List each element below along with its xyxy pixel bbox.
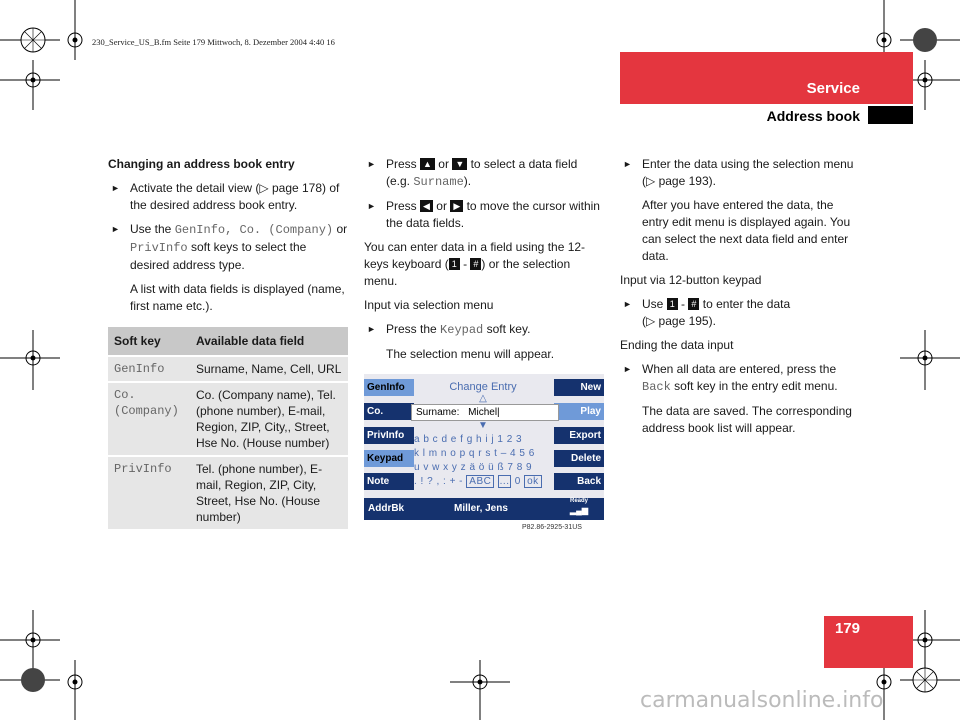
signal-icon: ▂▄▆ xyxy=(570,506,588,515)
column-1 xyxy=(108,156,348,315)
heading: Changing an address book entry xyxy=(108,157,295,171)
step-2 xyxy=(620,296,860,330)
page-ref: ▷ page 178) xyxy=(259,181,327,195)
note: After you have entered the data, the entry edit menu is displayed again. You can select the next data field and enter data. xyxy=(642,198,851,263)
up-key-icon: ▲ xyxy=(420,158,435,170)
step-text: or xyxy=(436,199,447,213)
paragraph-text: - xyxy=(463,257,468,271)
subsection-marker xyxy=(868,106,913,124)
status-ready: Ready xyxy=(570,498,589,504)
key-1-icon: 1 xyxy=(667,298,678,310)
surname-field xyxy=(411,404,559,421)
softkey-name: PrivInfo xyxy=(130,241,188,255)
step-text: Use the xyxy=(130,222,172,236)
subsection-title: Address book xyxy=(766,108,860,124)
softkey-delete: Delete xyxy=(554,450,604,467)
watermark: carmanualsonline.info xyxy=(640,688,884,713)
softkey-keypad: Keypad xyxy=(364,450,414,467)
char-row-4-symbols: . ! ? , : + - xyxy=(414,476,464,487)
status-contact: Miller, Jens xyxy=(454,503,508,514)
page-ref: (▷ page 195). xyxy=(642,314,716,328)
step-text: - xyxy=(681,297,686,311)
note: The data are saved. The corresponding address book list will appear. xyxy=(642,404,852,435)
step-1 xyxy=(364,156,604,191)
table-cell-fields: Surname, Name, Cell, URL xyxy=(190,356,348,382)
key-hash-icon: # xyxy=(470,258,481,270)
column-3 xyxy=(620,156,860,437)
step-text: to move the cursor within the data fields. xyxy=(386,199,600,230)
table-cell-fields: Co. (Company name), Tel. (phone number), E-mail, Region, ZIP, City,, Street, Hse No. (House number) xyxy=(190,382,348,456)
figure-caption: P82.86-2925-31US xyxy=(522,524,582,531)
softkey-name: Keypad xyxy=(440,323,484,337)
cursor-icon: | xyxy=(497,407,500,418)
paragraph-text: ) or the selection menu. xyxy=(364,257,571,288)
paragraph: Input via selection menu xyxy=(364,298,494,312)
paragraph: Ending the data input xyxy=(620,338,734,352)
step-text: Press the xyxy=(386,322,437,336)
step-text: Press xyxy=(386,157,417,171)
step-1 xyxy=(108,180,348,214)
device-screen xyxy=(364,374,604,520)
table-cell-key: GenInfo xyxy=(108,356,190,382)
table-header: Soft key xyxy=(108,327,190,356)
zero-key: 0 xyxy=(514,476,521,487)
note: The selection menu will appear. xyxy=(386,347,555,361)
abc-key: ABC xyxy=(466,475,494,488)
step-text: When all data are entered, press the xyxy=(642,362,837,376)
char-row-2: k l m n o p q r s t – 4 5 6 xyxy=(414,448,535,459)
field-value: Michel xyxy=(468,407,498,418)
note: A list with data fields is displayed (name, first name etc.). xyxy=(130,282,345,313)
step-text: Enter the data using the selection menu ( xyxy=(642,157,854,188)
step-2 xyxy=(108,221,348,274)
softkey-privinfo: PrivInfo xyxy=(364,427,414,444)
step-text: Press xyxy=(386,199,417,213)
section-title: Service xyxy=(806,80,860,97)
step-text: soft key in the entry edit menu. xyxy=(674,379,838,393)
step-text: or xyxy=(438,157,449,171)
step-text: soft key. xyxy=(486,322,531,336)
file-info: 230_Service_US_B.fm Seite 179 Mittwoch, 8. Dezember 2004 4:40 16 xyxy=(92,37,335,47)
down-arrow-icon: ▼ xyxy=(478,420,488,431)
ok-key: ok xyxy=(524,475,542,488)
status-left: AddrBk xyxy=(368,503,405,514)
step-1 xyxy=(620,156,860,190)
char-row-4 xyxy=(414,476,552,487)
char-row-3: u v w x y z ä ö ü ß 7 8 9 xyxy=(414,462,533,473)
step-2 xyxy=(364,198,604,232)
softkey-name: Back xyxy=(642,380,671,394)
table-cell-fields: Tel. (phone number), E-mail, Region, ZIP, City, Street, Hse No. (House number) xyxy=(190,456,348,530)
softkey-new: New xyxy=(554,379,604,396)
screen-title: Change Entry xyxy=(449,381,517,393)
key-hash-icon: # xyxy=(688,298,699,310)
paragraph: Input via 12-button keypad xyxy=(620,273,762,287)
softkey-note: Note xyxy=(364,473,414,490)
page-ref: ▷ page 193). xyxy=(646,174,716,188)
step-text: soft keys to select the desired address type. xyxy=(130,240,307,272)
softkey-name: GenInfo, Co. (Company) xyxy=(174,223,334,237)
field-label: Surname: xyxy=(416,407,460,418)
key-1-icon: 1 xyxy=(449,258,460,270)
step-text: Use xyxy=(642,297,664,311)
char-row-1: a b c d e f g h i j 1 2 3 xyxy=(414,434,523,445)
softkey-geninfo: GenInfo xyxy=(364,379,414,396)
step-text: of the desired address book entry. xyxy=(130,181,340,212)
softkey-co: Co. xyxy=(364,403,414,420)
softkey-export: Export xyxy=(554,427,604,444)
left-key-icon: ◀ xyxy=(420,200,433,212)
up-arrow-icon: △ xyxy=(479,393,487,404)
table-cell-key: PrivInfo xyxy=(108,456,190,530)
table-row xyxy=(108,382,348,456)
step-3 xyxy=(364,321,604,339)
softkey-back: Back xyxy=(554,473,604,490)
softkey-play: Play xyxy=(554,403,604,420)
field-name: Surname xyxy=(413,175,464,189)
table-header-row xyxy=(108,327,348,356)
column-2 xyxy=(364,156,604,363)
down-key-icon: ▼ xyxy=(452,158,467,170)
table-row xyxy=(108,456,348,530)
right-key-icon: ▶ xyxy=(450,200,463,212)
table-row xyxy=(108,356,348,382)
dots-key: ... xyxy=(499,476,510,487)
step-text: ). xyxy=(463,174,472,188)
step-3 xyxy=(620,361,860,396)
paragraph-text: You can enter data in a field using the 12-keys keyboard ( xyxy=(364,240,586,271)
status-bar xyxy=(364,498,604,520)
step-text: to select a data field (e.g. xyxy=(386,157,578,188)
step-text: to enter the data xyxy=(702,297,791,311)
table-header: Available data field xyxy=(190,327,348,356)
step-text: Activate the detail view ( xyxy=(130,181,260,195)
page-number: 179 xyxy=(834,620,860,637)
table-cell-key: Co. (Company) xyxy=(108,382,190,456)
paragraph xyxy=(364,239,604,290)
step-text: or xyxy=(336,222,348,236)
softkey-table xyxy=(108,327,348,531)
